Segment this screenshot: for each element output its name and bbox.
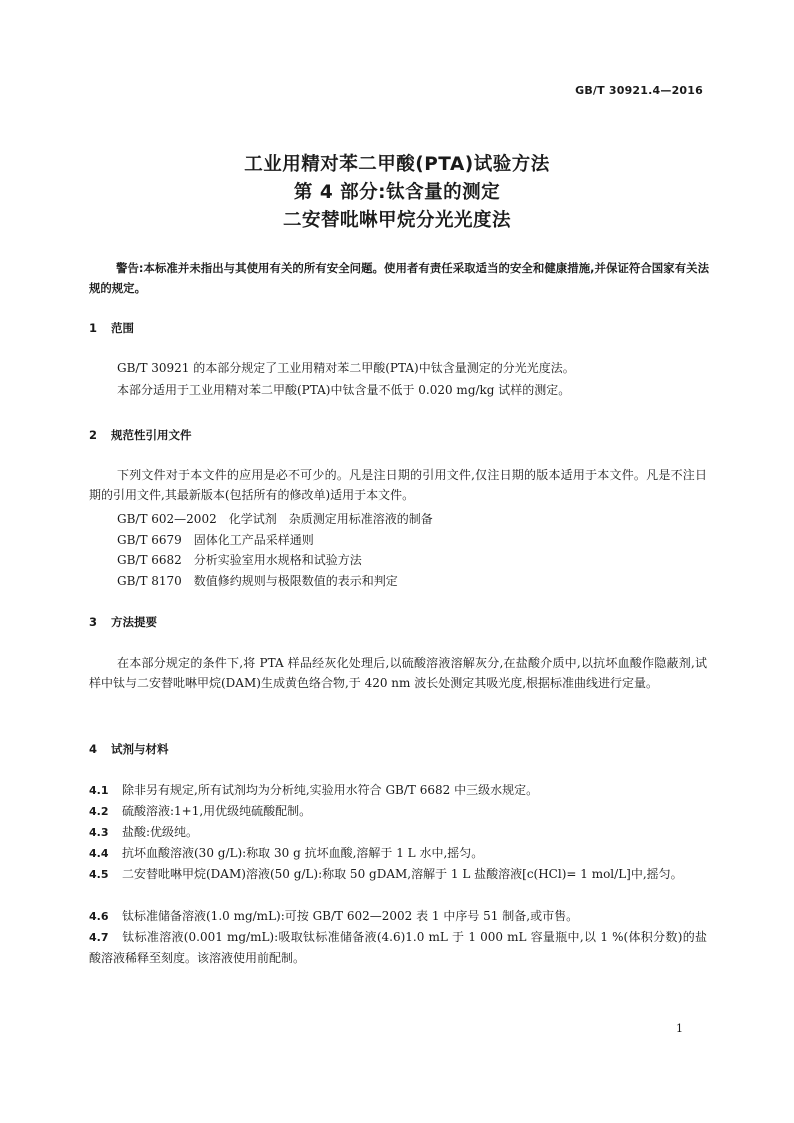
clause-text: 盐酸:优级纯。 bbox=[122, 825, 199, 839]
clause-text: 钛标准储备溶液(1.0 mg/mL):可按 GB/T 602—2002 表 1 中序号 51 制备,或市售。 bbox=[122, 909, 579, 923]
section-heading-normative-references bbox=[89, 427, 192, 443]
clause-text: 除非另有规定,所有试剂均为分析纯,实验用水符合 GB/T 6682 中三级水规定。 bbox=[122, 783, 539, 797]
reference-item: GB/T 6679 固体化工产品采样通则 bbox=[117, 533, 314, 547]
section-heading-scope bbox=[89, 320, 134, 336]
section-number: 1 bbox=[89, 321, 98, 335]
reference-item: GB/T 8170 数值修约规则与极限数值的表示和判定 bbox=[117, 574, 398, 588]
reagent-item bbox=[89, 801, 707, 822]
section-title: 范围 bbox=[111, 321, 134, 335]
section-title: 试剂与材料 bbox=[111, 742, 169, 756]
reagent-item bbox=[89, 906, 707, 927]
page-number: 1 bbox=[676, 1022, 683, 1035]
reagent-item bbox=[89, 864, 707, 885]
paragraph: 下列文件对于本文件的应用是必不可少的。凡是注日期的引用文件,仅注日期的版本适用于本文件。凡是不注日期的引用文件,其最新版本(包括所有的修改单)适用于本文件。 bbox=[89, 468, 707, 502]
section-title: 方法提要 bbox=[111, 615, 157, 629]
clause-text: 硫酸溶液:1+1,用优级纯硫酸配制。 bbox=[122, 804, 312, 818]
section-title: 规范性引用文件 bbox=[111, 428, 192, 442]
clause-number: 4.3 bbox=[89, 826, 109, 839]
clause-text: 二安替吡啉甲烷(DAM)溶液(50 g/L):称取 50 gDAM,溶解于 1 L 盐酸溶液[c(HCl)= 1 mol/L]中,摇匀。 bbox=[122, 867, 683, 881]
reagent-item bbox=[89, 843, 707, 864]
clause-number: 4.7 bbox=[89, 931, 109, 944]
reference-item: GB/T 6682 分析实验室用水规格和试验方法 bbox=[117, 553, 362, 567]
section-heading-reagents bbox=[89, 741, 169, 757]
document-title-line-1: 工业用精对苯二甲酸(PTA)试验方法 bbox=[244, 154, 550, 175]
clause-number: 4.4 bbox=[89, 847, 109, 860]
clause-number: 4.2 bbox=[89, 805, 109, 818]
paragraph: 本部分适用于工业用精对苯二甲酸(PTA)中钛含量不低于 0.020 mg/kg 试样的测定。 bbox=[117, 383, 571, 397]
clause-number: 4.6 bbox=[89, 910, 109, 923]
paragraph: 在本部分规定的条件下,将 PTA 样品经灰化处理后,以硫酸溶液溶解灰分,在盐酸介质中,以抗坏血酸作隐蔽剂,试样中钛与二安替吡啉甲烷(DAM)生成黄色络合物,于 420 nm 波长处测定其吸光度,根据标准曲线进行定量。 bbox=[89, 656, 707, 690]
clause-text: 抗坏血酸溶液(30 g/L):称取 30 g 抗坏血酸,溶解于 1 L 水中,摇匀。 bbox=[122, 846, 484, 860]
section-heading-method-summary bbox=[89, 614, 157, 630]
reagent-item bbox=[89, 927, 707, 968]
document-title-line-3: 二安替吡啉甲烷分光光度法 bbox=[282, 210, 511, 231]
paragraph: GB/T 30921 的本部分规定了工业用精对苯二甲酸(PTA)中钛含量测定的分光光度法。 bbox=[117, 361, 575, 375]
reagent-item bbox=[89, 780, 707, 801]
clause-text: 钛标准溶液(0.001 mg/mL):吸取钛标准储备液(4.6)1.0 mL 于 1 000 mL 容量瓶中,以 1 %(体积分数)的盐酸溶液稀释至刻度。该溶液使用前配制。 bbox=[89, 930, 707, 965]
clause-number: 4.1 bbox=[89, 784, 109, 797]
section-number: 2 bbox=[89, 428, 98, 442]
reagent-item bbox=[89, 822, 707, 843]
section-number: 4 bbox=[89, 742, 98, 756]
reference-item: GB/T 602—2002 化学试剂 杂质测定用标准溶液的制备 bbox=[117, 512, 433, 526]
document-title-line-2: 第 4 部分:钛含量的测定 bbox=[293, 182, 501, 203]
clause-number: 4.5 bbox=[89, 868, 109, 881]
section-number: 3 bbox=[89, 615, 98, 629]
standard-code: GB/T 30921.4—2016 bbox=[575, 84, 703, 97]
safety-warning: 警告:本标准并未指出与其使用有关的所有安全问题。使用者有责任采取适当的安全和健康措施,并保证符合国家有关法规的规定。 bbox=[89, 261, 709, 295]
